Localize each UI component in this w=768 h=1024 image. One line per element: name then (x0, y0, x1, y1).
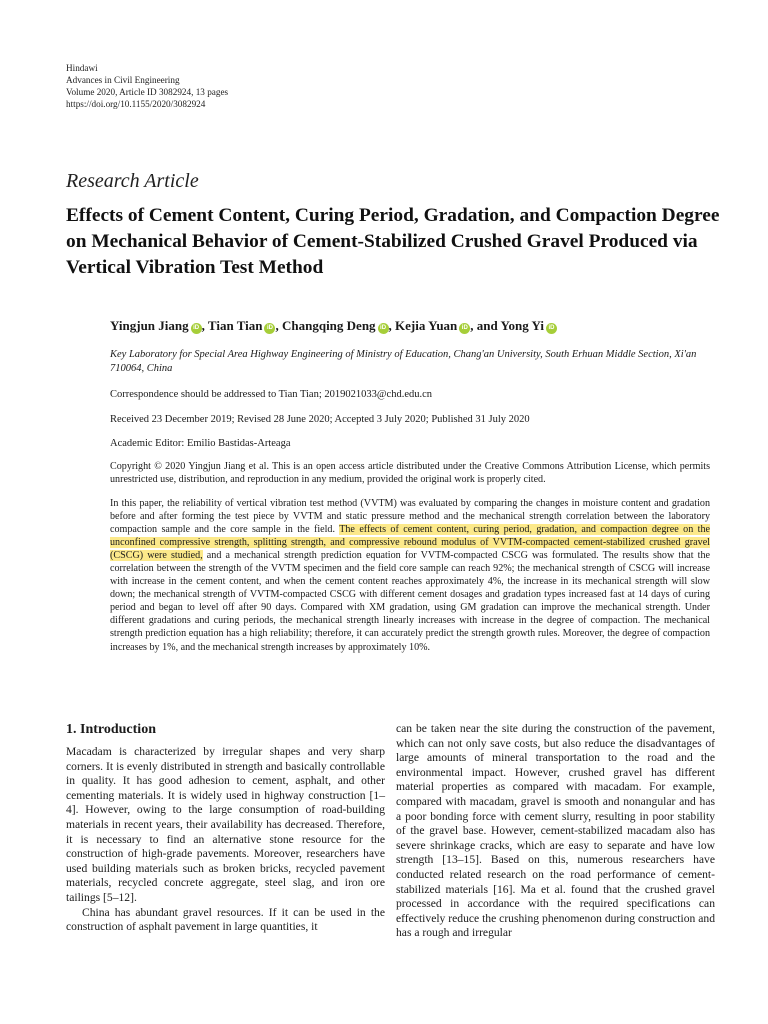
abstract (110, 497, 710, 654)
correspondence: Correspondence should be addressed to Tian Tian; 2019021033@chd.edu.cn (110, 389, 433, 400)
volume-info: Volume 2020, Article ID 3082924, 13 pages (66, 87, 229, 97)
paragraph: can be taken near the site during the construction of the pavement, which can not only save costs, but also reduce the disadvantages of large amounts of mineral transportation to the road and the environmental impact. However, crushed gravel has different material properties as compared with macadam. For example, compared with macadam, gravel is smooth and nonangular and has a poor bonding force with cement slurry, resulting in poor stability of the gravel base. However, cement-stabilized macadam also has severe shrinkage cracks, which are easy to separate and have low strength [13–15]. Based on this, numerous researchers have conducted related research on the road performance of cement-stabilized materials [16]. Ma et al. found that the crushed gravel processed in accordance with the required specifications can effectively reduce the crushing phenomenon during construction and has a rough and irregular (396, 722, 715, 940)
author-name[interactable]: , Tian Tian (201, 318, 263, 333)
author-name[interactable]: , and Yong Yi (470, 318, 544, 333)
abstract-text: In this paper, the reliability of vertical vibration test method (VVTM) was evaluated by comparing the changes in moisture content and gradation before and after forming the test piece by VVTM and static pressure method and the mechanical strength correlation between the laboratory compaction sample and the core sample in the field. (110, 498, 710, 536)
author-name[interactable]: Yingjun Jiang (110, 318, 189, 333)
copyright-notice: Copyright © 2020 Yingjun Jiang et al. This is an open access article distributed under the Creative Commons Attribution License, which permits unrestricted use, distribution, and reproduction in any medium, provided the original work is properly cited. (110, 461, 710, 485)
section-heading: 1. Introduction (66, 722, 156, 737)
orcid-icon[interactable]: iD (546, 323, 557, 334)
journal-header (66, 62, 228, 110)
doi-link[interactable]: https://doi.org/10.1155/2020/3082924 (66, 99, 206, 109)
paragraph: China has abundant gravel resources. If it can be used in the construction of asphalt pavement in large quantities, it (66, 905, 385, 934)
author-list (110, 318, 557, 334)
publication-dates: Received 23 December 2019; Revised 28 June 2020; Accepted 3 July 2020; Published 31 July 2020 (110, 414, 530, 425)
abstract-text: and a mechanical strength prediction equation for VVTM-compacted CSCG was formulated. The results show that the correlation between the strength of the VVTM specimen and the field core sample can reach 92%; the mechanical strength of CSCG will increase with increase in the cement content, and when the cement content reaches approximately 4%, the increase in its mechanical strength will slow down; the mechanical strength of VVTM-compacted CSCG with different cement dosages and gradation types increased fast at 14 days of curing period and began to level off after 90 days. Compared with XM gradation, using GM gradation can improve the mechanical strength. Under different gradations and curing periods, the mechanical strength linearly increases with increase in the degree of compaction. The mechanical strength prediction equation has a high reliability; therefore, it can accurately predict the strength growth rules. Moreover, the degree of compaction increases by 1%, and the mechanical strength increases by approximately 10%. (110, 550, 710, 653)
abstract-highlight[interactable]: The effects of cement content, curing period, gradation, and compaction degree on the unconfined compressive strength, splitting strength, and compressive rebound modulus of VVTM-compacted cement-stabilized crushed gravel (CSCG) were studied, (110, 524, 710, 562)
paragraph: Macadam is characterized by irregular shapes and very sharp corners. It is evenly distributed in strength and basically controllable in quality. It has good adhesion to cement, asphalt, and other cementing materials. It is widely used in highway construction [1–4]. However, owing to the large consumption of road-building materials in recent years, their availability has decreased. Therefore, it is necessary to find an alternative stone resource for the construction of high-grade pavements. Moreover, researchers have used building materials such as broken bricks, recycled pavement materials, recycled concrete aggregate, steel slag, and iron ore tailings [5–12]. (66, 745, 385, 904)
article-title: Effects of Cement Content, Curing Period, Gradation, and Compaction Degree on Mechanical Behavior of Cement-Stabilized Crushed Gravel Produced via Vertical Vibration Test Method (66, 205, 720, 278)
author-name[interactable]: , Kejia Yuan (388, 318, 458, 333)
orcid-icon[interactable]: iD (264, 323, 275, 334)
publisher-name: Hindawi (66, 63, 98, 73)
left-column (66, 745, 385, 935)
orcid-icon[interactable]: iD (378, 323, 389, 334)
author-name[interactable]: , Changqing Deng (275, 318, 376, 333)
academic-editor: Academic Editor: Emilio Bastidas-Arteaga (110, 438, 291, 449)
orcid-icon[interactable]: iD (191, 323, 202, 334)
right-column (396, 722, 715, 941)
affiliation: Key Laboratory for Special Area Highway Engineering of Ministry of Education, Chang'an University, South Erhuan Middle Section, Xi'an 710064, China (110, 349, 697, 374)
orcid-icon[interactable]: iD (459, 323, 470, 334)
journal-name: Advances in Civil Engineering (66, 75, 180, 85)
article-type: Research Article (66, 170, 199, 192)
